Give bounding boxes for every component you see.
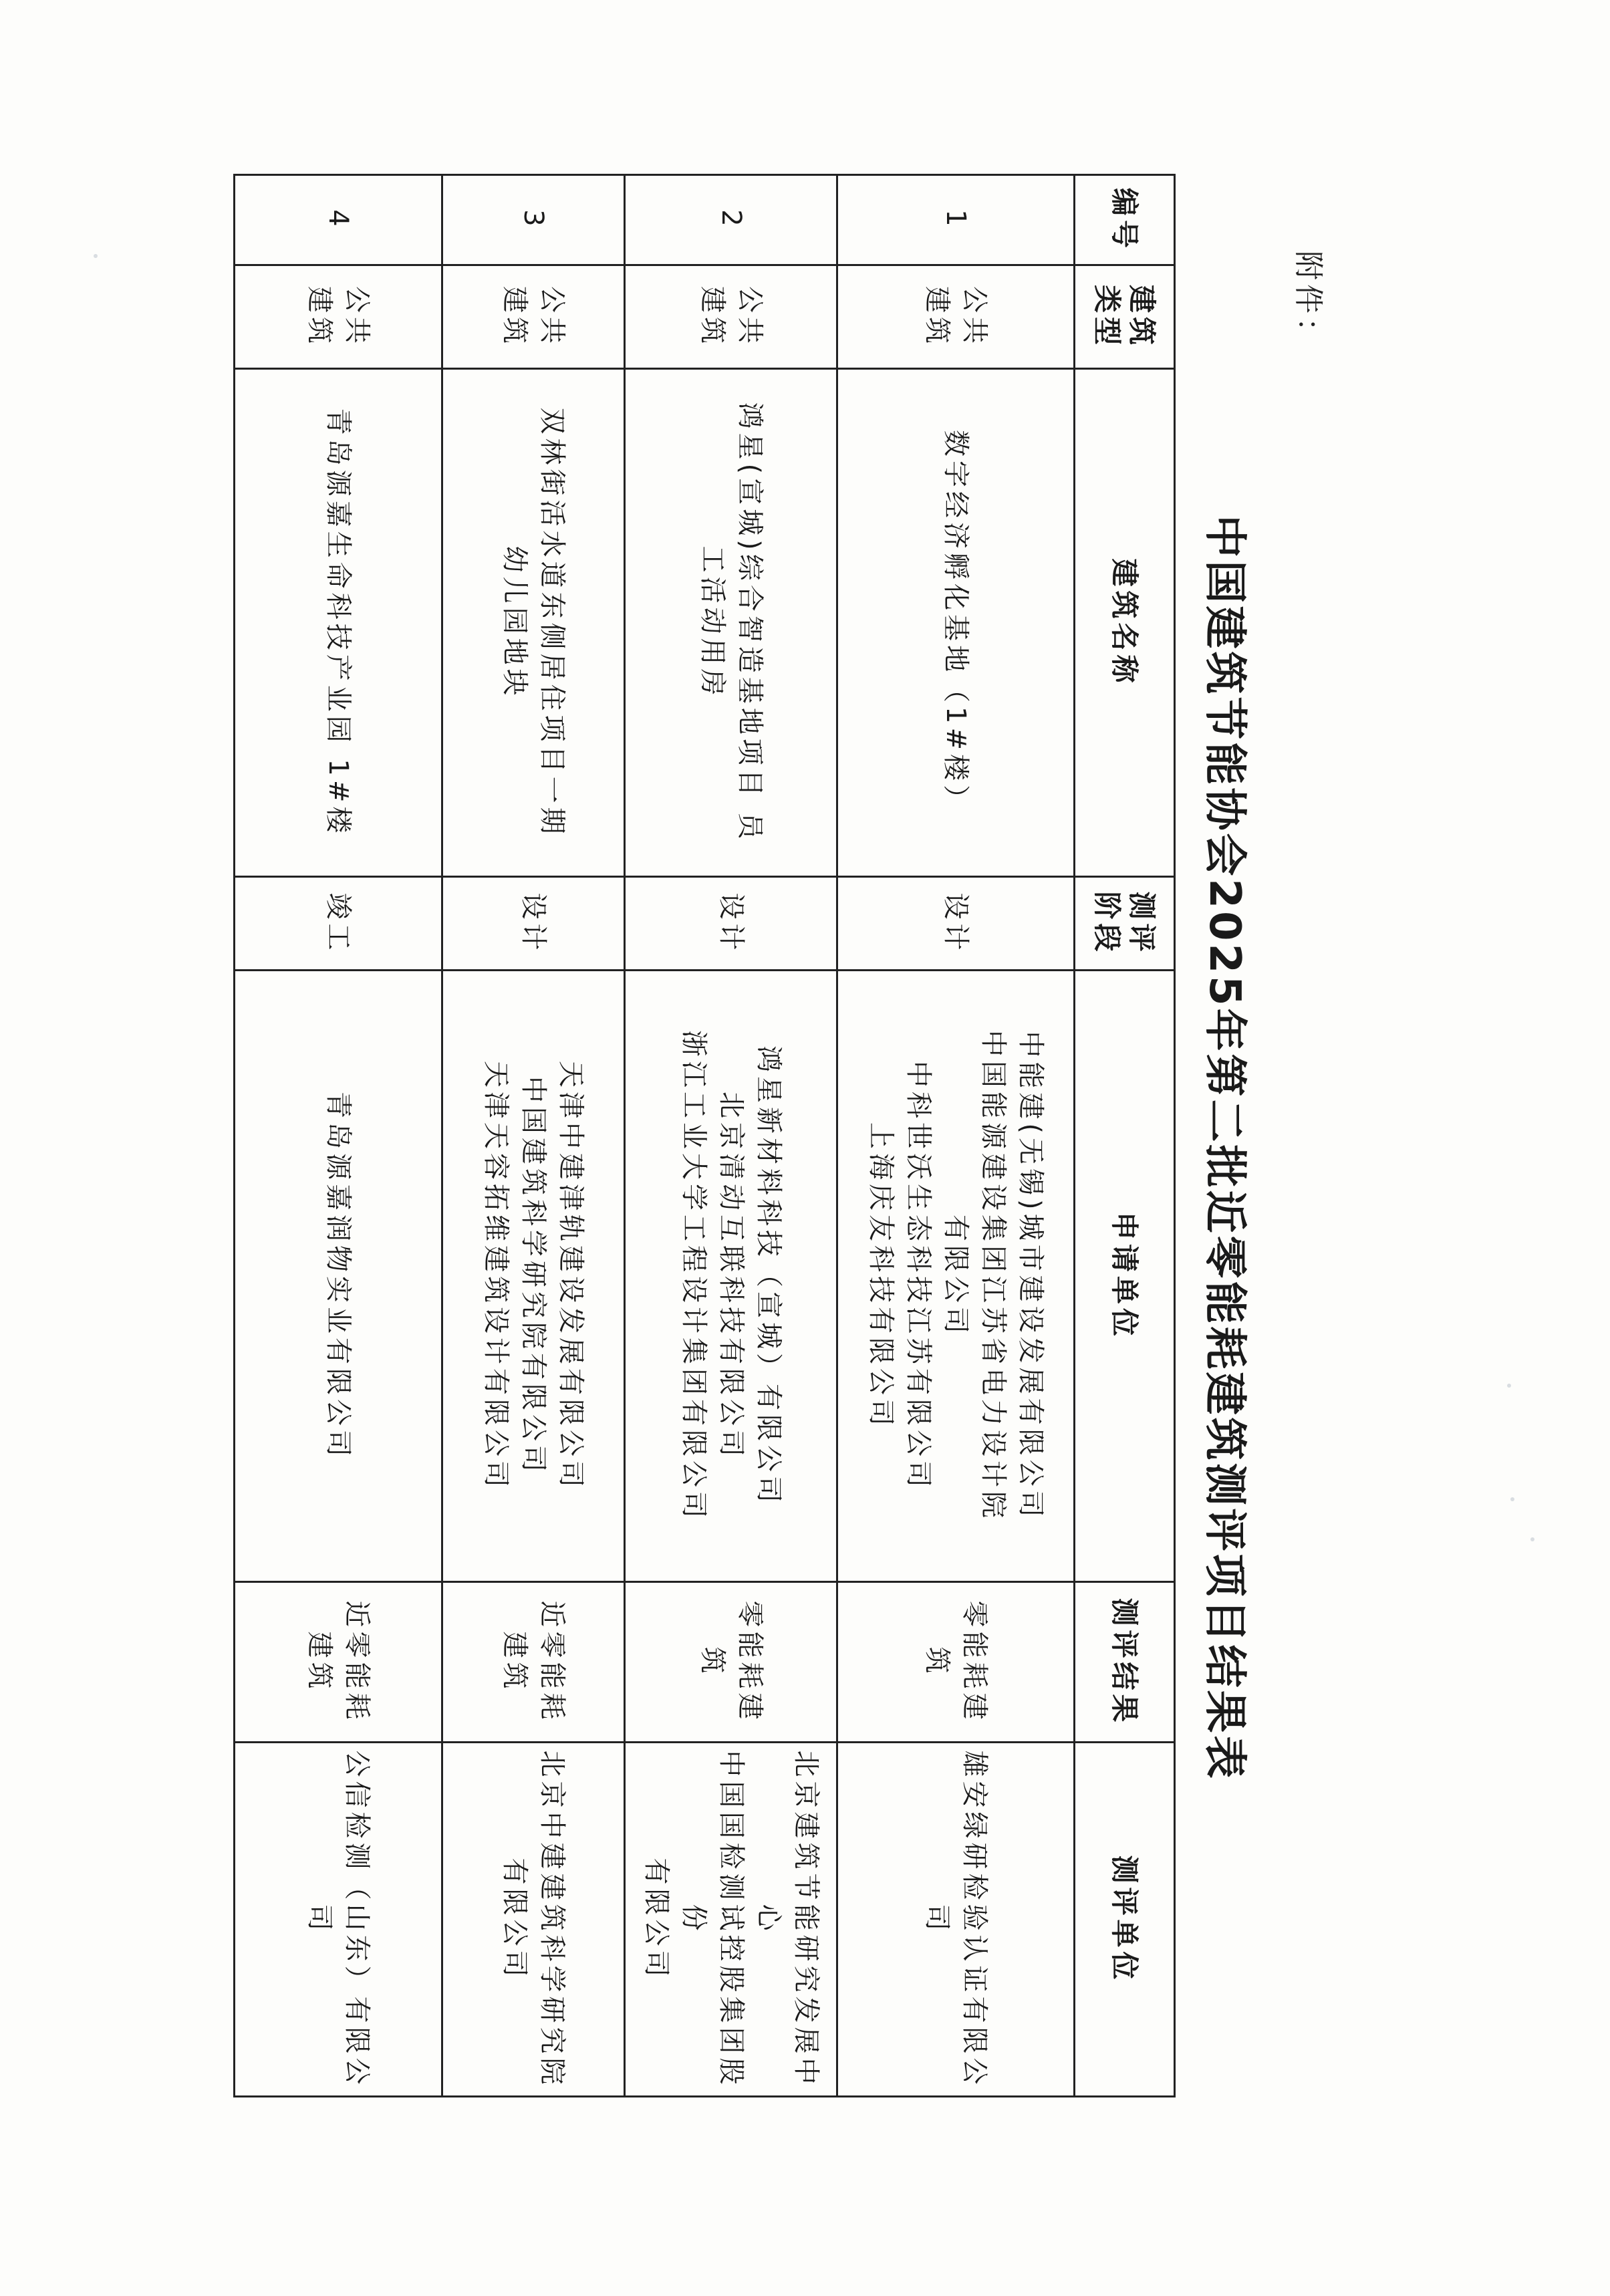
table-row (837, 175, 1075, 2097)
table-row (235, 175, 442, 2097)
header-result: 测评结果 (1075, 1582, 1175, 1743)
cell-name-line: 幼儿园地块 (499, 545, 531, 700)
scan-speck (1530, 1537, 1534, 1541)
cell-no: 1 (837, 175, 1075, 265)
cell-result: 零能耗建筑 (625, 1582, 837, 1743)
cell-applicant-line: 青岛源嘉润物实业有限公司 (323, 1092, 354, 1460)
cell-applicant (442, 971, 625, 1582)
results-table (233, 174, 1176, 2097)
header-applicant: 申请单位 (1075, 971, 1175, 1582)
attachment-label: 附件： (1291, 251, 1325, 351)
cell-result: 近零能耗建筑 (235, 1582, 442, 1743)
cell-name-line: 青岛源嘉生命科技产业园 1#楼 (323, 408, 354, 838)
cell-applicant-line: 中科世沃生态科技江苏有限公司 (903, 1061, 934, 1491)
cell-evaluator-line: 有限公司 (640, 1858, 672, 1981)
cell-type: 公共建筑 (837, 265, 1075, 369)
cell-applicant-line: 上海庆友科技有限公司 (865, 1122, 897, 1430)
page-title: 中国建筑节能协会2025年第二批近零能耗建筑测评项目结果表 (1200, 515, 1249, 1781)
cell-type: 公共建筑 (625, 265, 837, 369)
cell-name-line: 双林街活水道东侧居住项目一期 (537, 407, 568, 838)
cell-evaluator-line: 北京中建建筑科学研究院 (537, 1750, 568, 2089)
cell-evaluator (442, 1743, 625, 2097)
cell-applicant-line: 鸿星新材料科技（宣城）有限公司 (753, 1045, 784, 1507)
cell-evaluator (235, 1743, 442, 2097)
cell-name-line: 工活动用房 (696, 545, 728, 700)
cell-name (235, 369, 442, 877)
cell-applicant-line: 有限公司 (940, 1215, 972, 1337)
cell-name-line: 数字经济孵化基地（1#楼） (940, 430, 972, 815)
cell-applicant-line: 中国建筑科学研究院有限公司 (518, 1076, 549, 1476)
cell-type: 公共建筑 (235, 265, 442, 369)
cell-evaluator (837, 1743, 1075, 2097)
scan-speck (94, 254, 98, 258)
cell-stage: 设计 (442, 877, 625, 971)
cell-applicant-line: 北京清动互联科技有限公司 (715, 1092, 747, 1460)
cell-evaluator-line: 中国国检测试控股集团股份 (678, 1750, 747, 2089)
cell-name (837, 369, 1075, 877)
cell-applicant (837, 971, 1075, 1582)
header-type: 建筑类型 (1075, 265, 1175, 369)
cell-evaluator (625, 1743, 837, 2097)
cell-evaluator-line: 雄安绿研检验认证有限公司 (922, 1750, 990, 2089)
table-row (625, 175, 837, 2097)
scan-speck (1507, 1384, 1511, 1388)
scan-speck (1510, 1497, 1514, 1501)
cell-no: 4 (235, 175, 442, 265)
cell-type: 公共建筑 (442, 265, 625, 369)
cell-name (442, 369, 625, 877)
cell-stage: 设计 (625, 877, 837, 971)
cell-stage: 设计 (837, 877, 1075, 971)
header-evaluator: 测评单位 (1075, 1743, 1175, 2097)
cell-applicant (235, 971, 442, 1582)
cell-no: 3 (442, 175, 625, 265)
cell-result: 近零能耗建筑 (442, 1582, 625, 1743)
cell-evaluator-line: 公信检测（山东）有限公司 (304, 1750, 373, 2089)
cell-evaluator-line: 北京建筑节能研究发展中心 (753, 1750, 821, 2089)
table-row (442, 175, 625, 2097)
cell-applicant-line: 浙江工业大学工程设计集团有限公司 (678, 1030, 709, 1522)
header-row (1075, 175, 1175, 2097)
cell-stage: 竣工 (235, 877, 442, 971)
cell-result: 零能耗建筑 (837, 1582, 1075, 1743)
cell-name (625, 369, 837, 877)
cell-applicant-line: 天津天容拓维建筑设计有限公司 (481, 1061, 512, 1491)
cell-applicant-line: 天津中建津轨建设发展有限公司 (555, 1061, 587, 1491)
cell-applicant (625, 971, 837, 1582)
cell-evaluator-line: 有限公司 (499, 1858, 531, 1981)
cell-applicant-line: 中能建(无锡)城市建设发展有限公司 (1015, 1031, 1047, 1521)
cell-name-line: 鸿星(宣城)综合智造基地项目 员 (734, 402, 765, 844)
cell-applicant-line: 中国能源建设集团江苏省电力设计院 (978, 1030, 1009, 1522)
header-no: 编号 (1075, 175, 1175, 265)
header-name: 建筑名称 (1075, 369, 1175, 877)
cell-no: 2 (625, 175, 837, 265)
header-stage: 测评阶段 (1075, 877, 1175, 971)
